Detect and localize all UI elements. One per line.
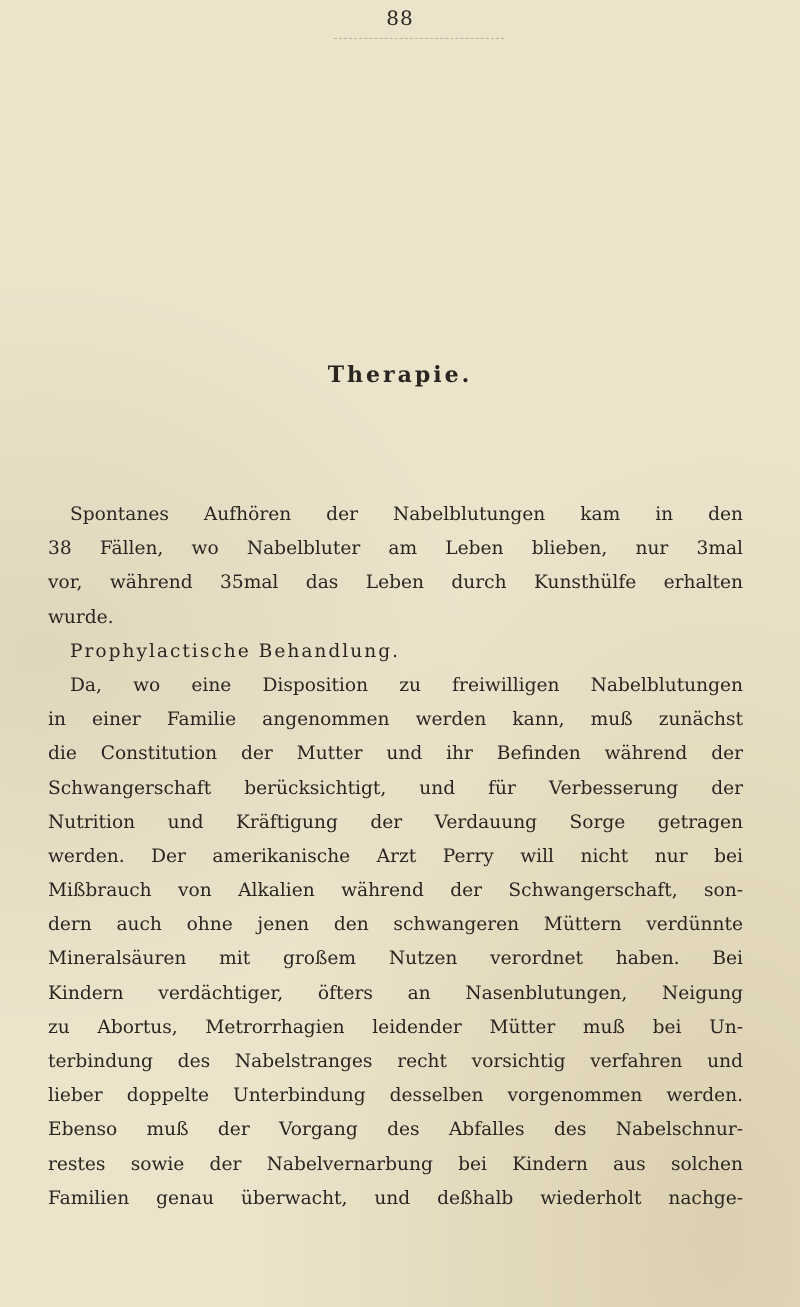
text-line: Da, wo eine Disposition zu freiwilligen Nabelblutungen [70,674,743,696]
text-line: werden. Der amerikanische Arzt Perry will nicht nur bei [48,845,743,867]
text-line: in einer Familie angenommen werden kann, muß zunächst [48,709,743,731]
text-line: Prophylactische Behandlung. [70,640,401,662]
text-line: die Constitution der Mutter und ihr Befinden während der [48,743,743,765]
text-line: Mineralsäuren mit großem Nutzen verordnet haben. Bei [48,948,743,970]
text-line: vor, während 35mal das Leben durch Kunsthülfe erhalten [48,572,743,594]
text-line: dern auch ohne jenen den schwangeren Müttern verdünnte [48,914,743,936]
section-heading: Therapie. [327,362,473,388]
text-line: Ebenso muß der Vorgang des Abfalles des Nabelschnur- [48,1119,743,1141]
page-number: 88 [386,6,414,30]
text-line: Mißbrauch von Alkalien während der Schwangerschaft, son- [48,880,743,902]
text-line: Nutrition und Kräftigung der Verdauung Sorge getragen [48,811,743,833]
body-text [48,498,743,1216]
text-line: Kindern verdächtiger, öfters an Nasenblutungen, Neigung [48,982,743,1004]
header-ornament [334,38,504,49]
text-line: 38 Fällen, wo Nabelbluter am Leben blieben, nur 3mal [48,538,743,560]
text-line: lieber doppelte Unterbindung desselben vorgenommen werden. [48,1085,743,1107]
text-line: Schwangerschaft berücksichtigt, und für Verbesserung der [48,777,743,799]
text-line: terbindung des Nabelstranges recht vorsichtig verfahren und [48,1051,743,1072]
text-line: wurde. [48,606,114,628]
text-line: Familien genau überwacht, und deßhalb wiederholt nachge- [48,1187,743,1209]
text-line: zu Abortus, Metrorrhagien leidender Mütter muß bei Un- [48,1016,743,1038]
text-line: Spontanes Aufhören der Nabelblutungen kam in den [70,504,743,525]
text-line: restes sowie der Nabelvernarbung bei Kindern aus solchen [48,1153,743,1175]
